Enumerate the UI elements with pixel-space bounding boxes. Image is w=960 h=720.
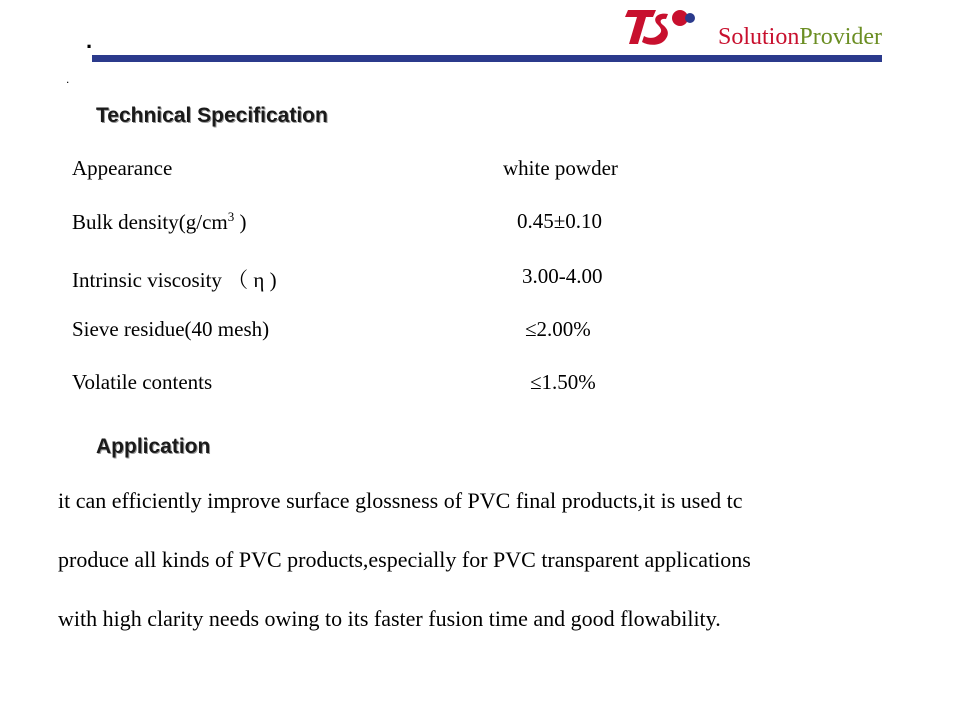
technical-specification-heading: Technical Specification (96, 104, 328, 127)
application-text-line: it can efficiently improve surface glossness of PVC final products,it is used tc (58, 488, 743, 513)
spec-value-intrinsic-viscosity: 3.00-4.00 (522, 264, 603, 288)
header-divider (92, 55, 882, 62)
application-text-line: with high clarity needs owing to its faster fusion time and good flowability. (58, 606, 721, 631)
spec-label-sieve-residue: Sieve residue(40 mesh) (72, 317, 270, 341)
spec-value-sieve-residue: ≤2.00% (525, 317, 591, 341)
brand-name (718, 24, 882, 51)
spec-label-intrinsic-viscosity: Intrinsic viscosity （ η ) (72, 268, 277, 292)
header-small-dot: . (66, 72, 70, 86)
application-heading: Application (96, 435, 211, 458)
company-logo-icon (622, 6, 700, 48)
spec-label-appearance: Appearance (72, 156, 173, 180)
spec-value-appearance: white powder (503, 156, 618, 180)
brand-name-provider: Provider (799, 24, 883, 50)
brand-name-solution: Solution (718, 24, 800, 50)
bulk-density-superscript: 3 (227, 209, 235, 224)
spec-value-volatile-contents: ≤1.50% (530, 370, 596, 394)
bulk-density-close: ) (234, 210, 247, 234)
application-text-line: produce all kinds of PVC products,especially for PVC transparent applications (58, 547, 751, 572)
bulk-density-text: Bulk density(g/cm (72, 210, 228, 234)
spec-label-bulk-density (72, 209, 247, 235)
spec-label-volatile-contents: Volatile contents (72, 370, 213, 394)
header-dot: . (86, 28, 93, 53)
spec-value-bulk-density: 0.45±0.10 (517, 209, 603, 233)
